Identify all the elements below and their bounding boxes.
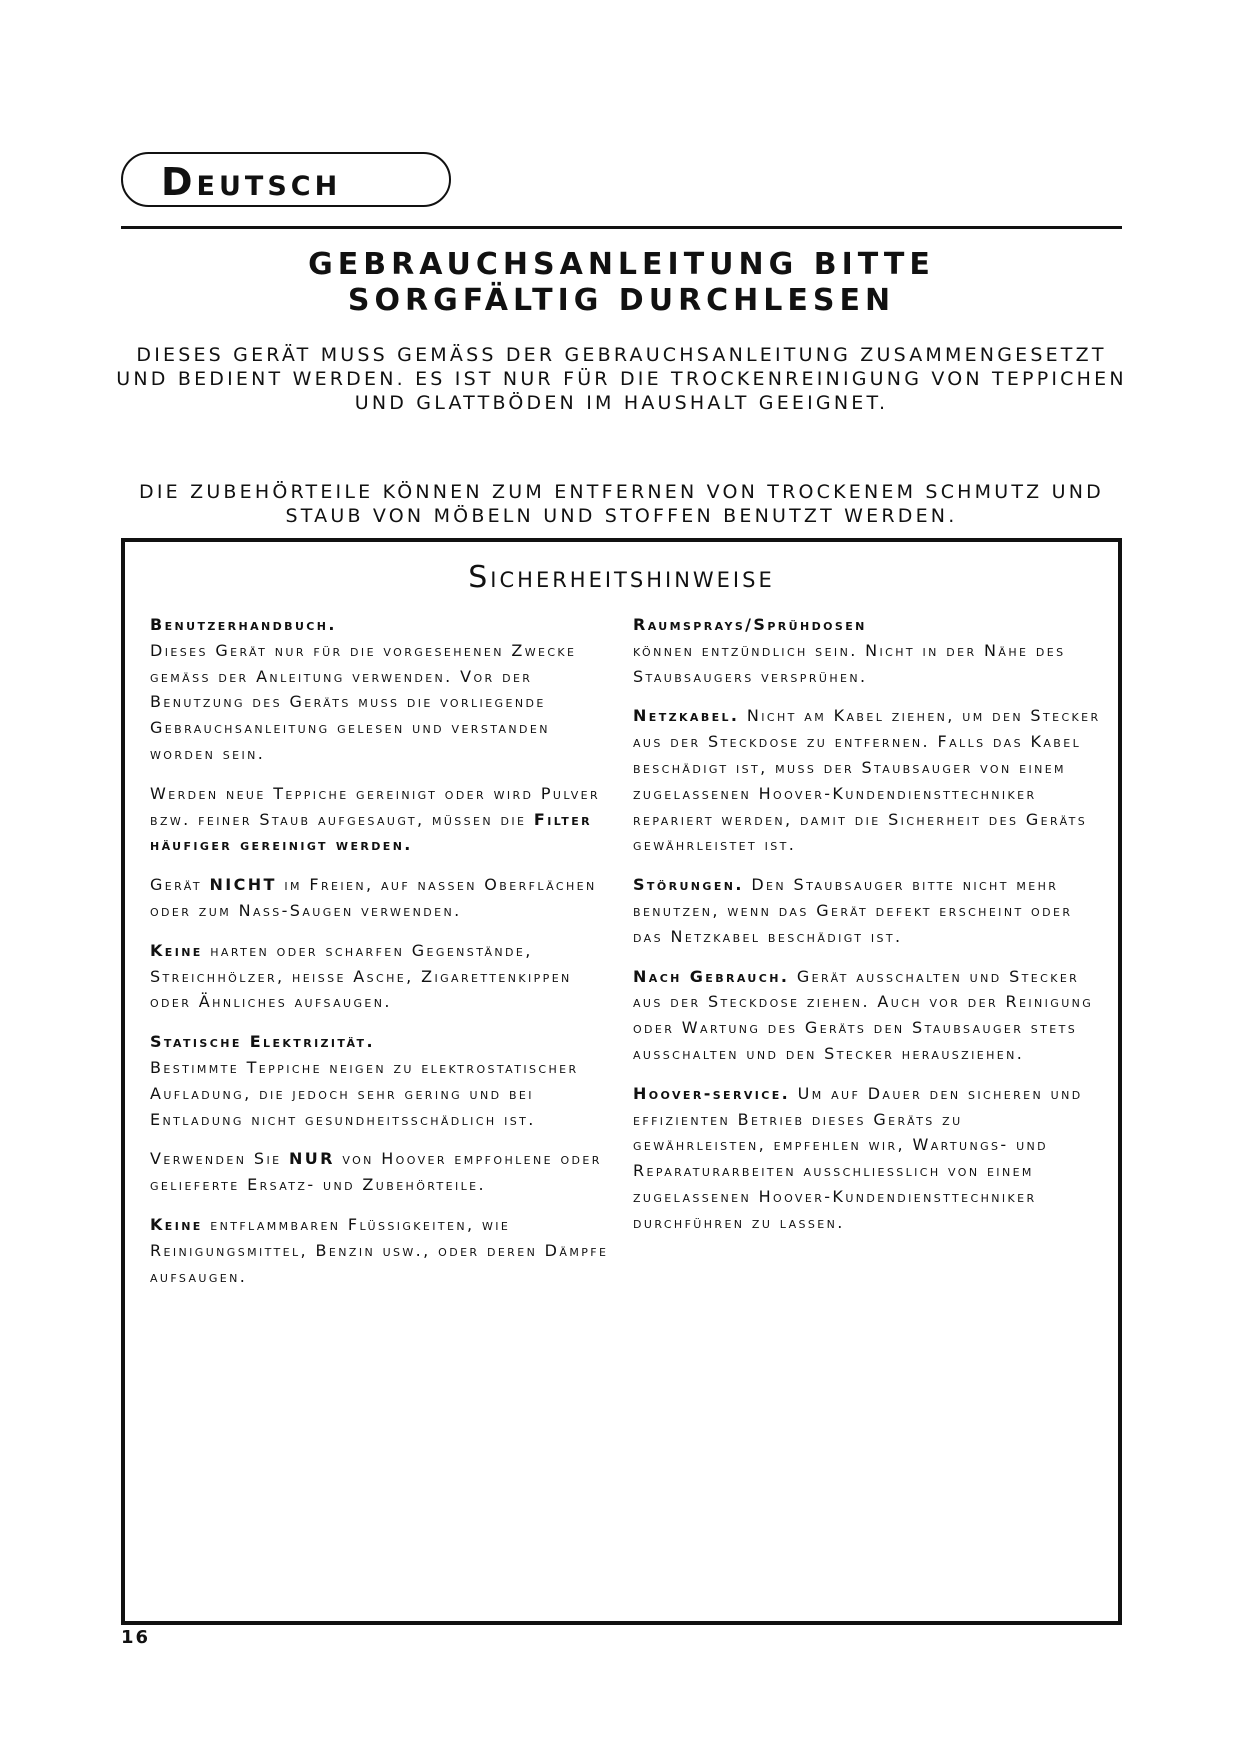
intro-paragraph-1: DIESES GERÄT MUSS GEMÄSS DER GEBRAUCHSANLEITUNG ZUSAMMENGESETZT UND BEDIENT WERDEN. ES IST NUR FÜR DIE TROCKENREINIGUNG VON TEPPICHEN UND GLATTBÖDEN IM HAUSHALT GEEIGNET. xyxy=(116,344,1127,414)
handbook-text: Dieses Gerät nur für die vorgesehenen Zwecke gemäss der Anleitung verwenden. Vor der Benutzung des Geräts muss die vorliegende Gebrauchsanleitung gelesen und verstanden worden sein. xyxy=(150,640,577,763)
safety-title: Sicherheitshinweise xyxy=(468,560,775,595)
static-text: Bestimmte Teppiche neigen zu elektrostatischer Aufladung, die jedoch sehr gering und bei Entladung nicht gesundheitsschädlich ist. xyxy=(150,1057,579,1129)
safety-item-flammable xyxy=(150,1212,620,1289)
safety-item-parts xyxy=(150,1146,620,1198)
flammable-text: entflammbaren Flüssigkeiten, wie Reinigungsmittel, Benzin usw., oder deren Dämpfe aufsaugen. xyxy=(150,1214,609,1286)
flammable-emphasis: Keine xyxy=(150,1214,203,1234)
language-tab xyxy=(121,152,451,207)
outdoor-emphasis: NICHT xyxy=(209,875,277,895)
safety-item-service xyxy=(633,1081,1103,1236)
outdoor-post: im Freien, auf nassen Oberflächen oder zum Nass-Saugen verwenden. xyxy=(150,875,597,920)
header-rule xyxy=(121,226,1122,229)
safety-item-cable xyxy=(633,703,1103,858)
after-heading: Nach Gebrauch. xyxy=(633,966,790,986)
sprays-heading: Raumsprays/Sprühdosen xyxy=(633,615,867,634)
parts-post: von Hoover empfohlene oder gelieferte Ersatz- und Zubehörteile. xyxy=(150,1149,602,1195)
static-heading: Statische Elektrizität. xyxy=(150,1032,375,1052)
filter-emphasis: Filter häufiger gereinigt werden. xyxy=(150,809,592,855)
filter-text: Werden neue Teppiche gereinigt oder wird Pulver bzw. feiner Staub aufgesaugt, müssen die xyxy=(150,783,601,829)
heading-line-1: GEBRAUCHSANLEITUNG BITTE xyxy=(308,247,935,282)
heading-line-2: SORGFÄLTIG DURCHLESEN xyxy=(347,283,896,318)
cable-heading: Netzkabel. xyxy=(633,706,740,726)
safety-column-right xyxy=(633,612,1103,1250)
page-heading xyxy=(121,247,1122,319)
safety-item-filter xyxy=(150,781,620,858)
service-text: Um auf Dauer den sicheren und effizienten Betrieb dieses Geräts zu gewährleisten, empfehlen wir, Wartungs- und Reparaturarbeiten ausschliesslich von einem zugelassenen Hoover-Kundendiensttechniker durchführen zu lassen. xyxy=(633,1083,1083,1232)
after-text: Gerät ausschalten und Stecker aus der Steckdose ziehen. Auch vor der Reinigung oder Wartung des Geräts den Staubsauger stets ausschalten und den Stecker herausziehen. xyxy=(633,966,1094,1063)
safety-item-faults xyxy=(633,872,1103,949)
safety-item-static xyxy=(150,1029,620,1132)
intro-paragraph-2: DIE ZUBEHÖRTEILE KÖNNEN ZUM ENTFERNEN VON TROCKENEM SCHMUTZ UND STAUB VON MÖBELN UND STOFFEN BENUTZT WERDEN. xyxy=(139,481,1104,527)
safety-column-left xyxy=(150,612,620,1303)
parts-pre: Verwenden Sie xyxy=(150,1149,282,1169)
safety-item-outdoor xyxy=(150,872,620,924)
safety-item-sprays xyxy=(633,612,1103,689)
safety-item-handbook xyxy=(150,612,620,767)
language-label: Deutsch xyxy=(161,160,342,204)
cable-text: Nicht am Kabel ziehen, um den Stecker aus der Steckdose zu entfernen. Falls das Kabel beschädigt ist, muss der Staubsauger von einem zugelassenen Hoover-Kundendiensttechniker repariert werden, damit die Sicherheit des Geräts gewährleistet ist. xyxy=(633,706,1101,855)
faults-heading: Störungen. xyxy=(633,875,744,895)
safety-box xyxy=(121,538,1122,1625)
safety-item-sharp xyxy=(150,938,620,1015)
outdoor-pre: Gerät xyxy=(150,875,202,895)
handbook-heading: Benutzerhandbuch. xyxy=(150,615,337,634)
parts-emphasis: NUR xyxy=(288,1149,335,1169)
sprays-text: können entzündlich sein. Nicht in der Nähe des Staubsaugers versprühen. xyxy=(633,640,1066,686)
service-heading: Hoover-service. xyxy=(633,1083,791,1103)
safety-item-after-use xyxy=(633,964,1103,1067)
page-number: 16 xyxy=(121,1627,151,1648)
sharp-emphasis: Keine xyxy=(150,940,203,960)
faults-text: Den Staubsauger bitte nicht mehr benutzen, wenn das Gerät defekt erscheint oder das Netzkabel beschädigt ist. xyxy=(633,875,1073,946)
sharp-text: harten oder scharfen Gegenstände, Streichhölzer, heisse Asche, Zigarettenkippen oder Ähnliches aufsaugen. xyxy=(150,940,572,1012)
